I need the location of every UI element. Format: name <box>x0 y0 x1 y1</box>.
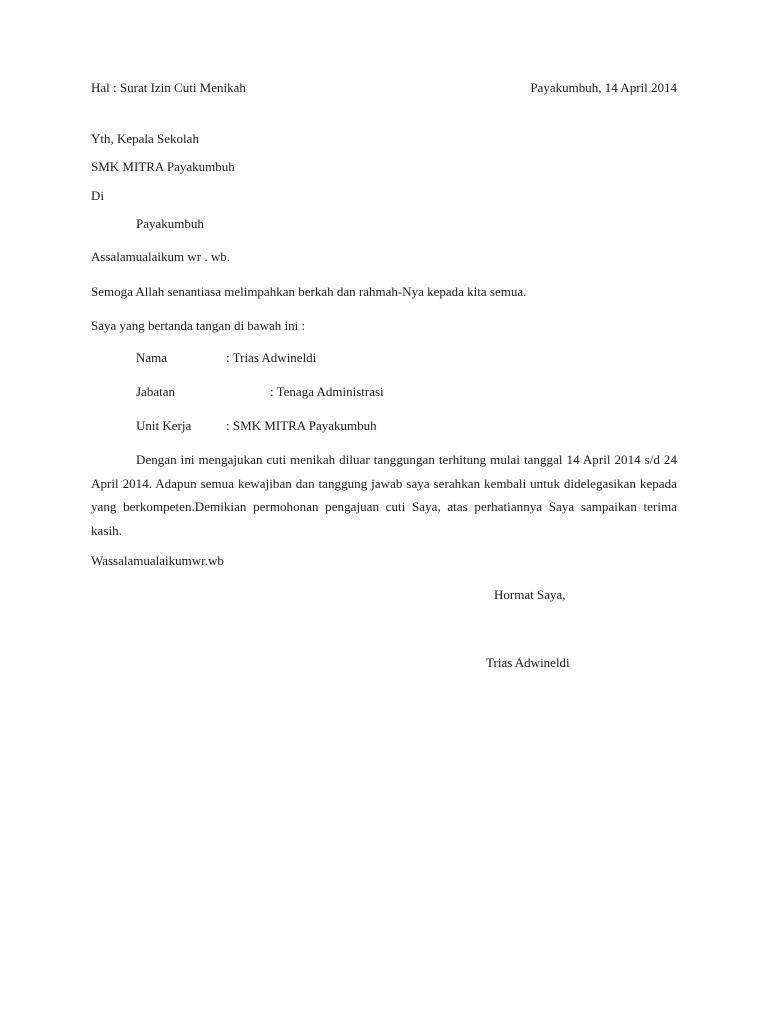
opening-sentence: Semoga Allah senantiasa melimpahkan berkah dan rahmah-Nya kepada kita semua. <box>91 284 527 299</box>
intro-sentence: Saya yang bertanda tangan di bawah ini : <box>91 318 306 333</box>
closing-greeting: Wassalamualaikumwr.wb <box>91 553 224 568</box>
greeting: Assalamualaikum wr . wb. <box>91 249 231 264</box>
recipient-line-1: Yth, Kepala Sekolah <box>91 131 199 146</box>
field-value-unit-kerja: : SMK MITRA Payakumbuh <box>226 418 377 433</box>
recipient-line-4: Payakumbuh <box>136 216 204 231</box>
field-value-nama: : Trias Adwineldi <box>226 350 317 365</box>
recipient-line-2: SMK MITRA Payakumbuh <box>91 159 235 174</box>
letter-subject: Hal : Surat Izin Cuti Menikah <box>91 80 246 95</box>
field-label-unit-kerja: Unit Kerja <box>136 418 192 433</box>
field-label-nama: Nama <box>136 350 168 365</box>
recipient-line-3: Di <box>91 188 104 203</box>
body-paragraph: Dengan ini mengajukan cuti menikah diluar tanggungan terhitung mulai tanggal 14 April 2014 s/d 24 April 2014. Adapun semua kewajiban dan tanggung jawab saya serahkan kembali untuk didelegasikan kepada yang berkompeten.Demikian permohonan pengajuan cuti Saya, atas perhatiannya Saya sampaikan terima kasih. <box>91 452 677 538</box>
letter-place-date: Payakumbuh, 14 April 2014 <box>530 80 677 95</box>
field-value-jabatan: : Tenaga Administrasi <box>270 384 384 399</box>
signer-name: Trias Adwineldi <box>486 655 570 670</box>
field-label-jabatan: Jabatan <box>136 384 175 399</box>
signoff: Hormat Saya, <box>494 587 566 602</box>
